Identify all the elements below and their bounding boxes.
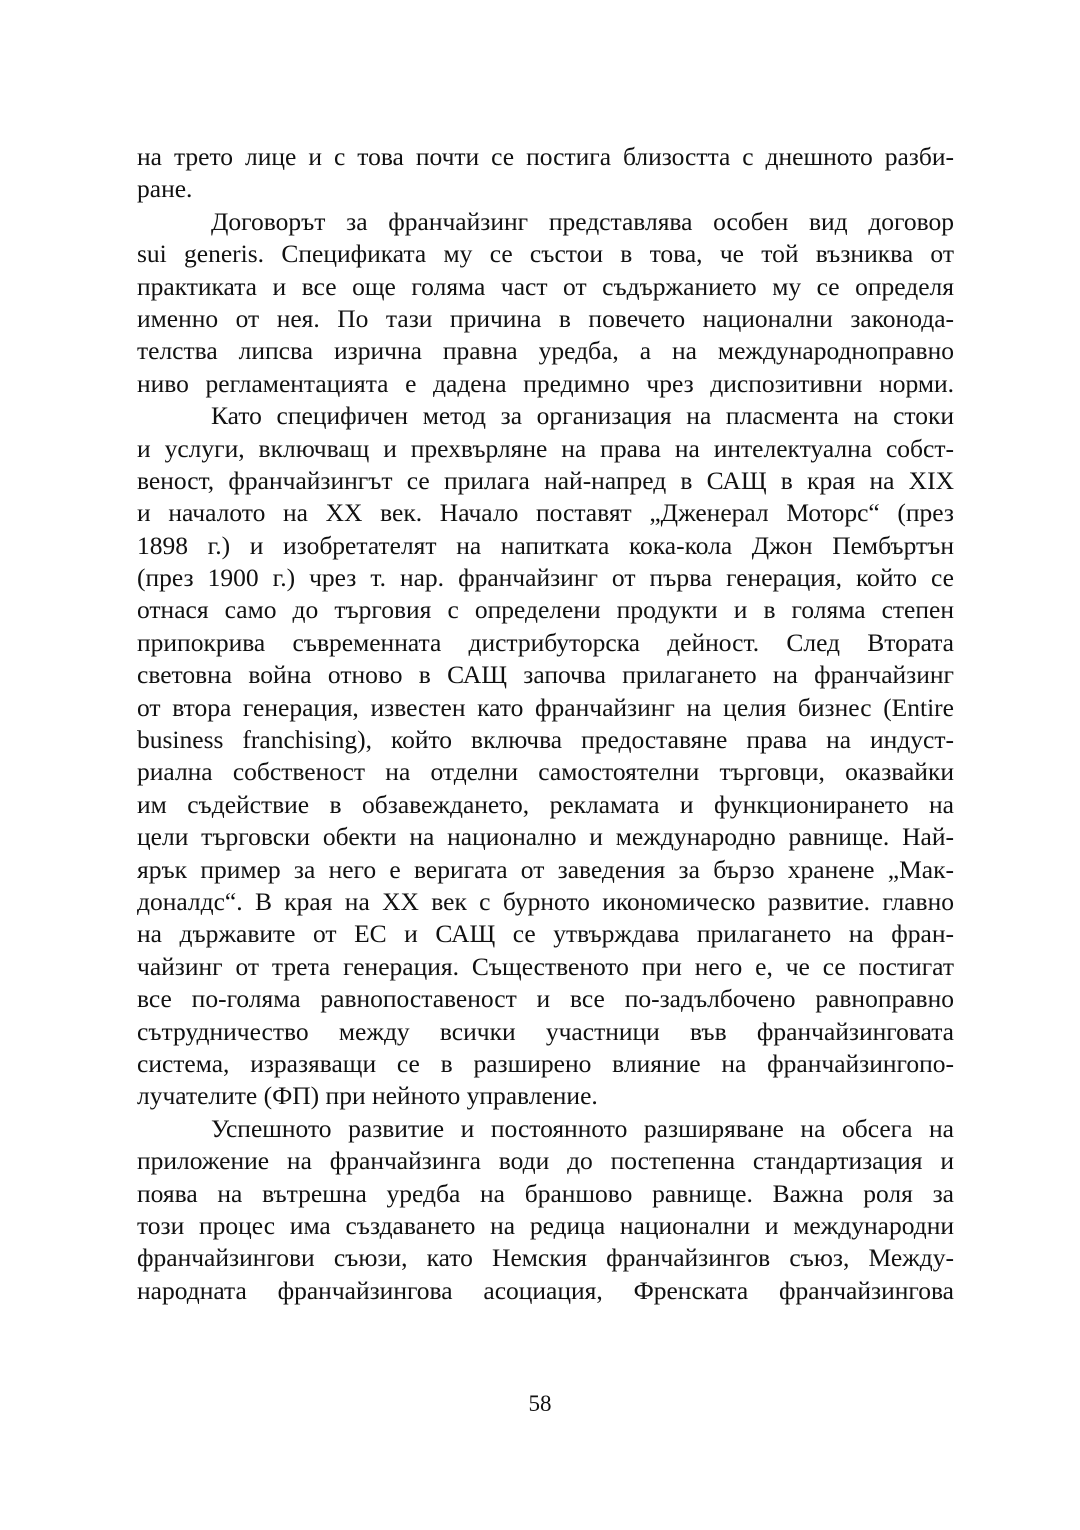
text-line: на държавите от ЕС и САЩ се утвърждава прилагането на фран- <box>137 919 954 949</box>
text-line: все по-голяма равнопоставеност и все по-задълбочено равноправно <box>137 984 954 1014</box>
text-line: сътрудничество между всички участници във франчайзинговата <box>137 1016 954 1046</box>
text-line: франчайзингови съюзи, като Немския франчайзингов съюз, Между- <box>137 1243 954 1273</box>
text-line: от втора генерация, известен като франчайзинг на целия бизнес (Entire <box>137 692 954 722</box>
text-line: приложение на франчайзинга води до постепенна стандартизация и <box>137 1146 954 1176</box>
text-line: ярък пример за него е веригата от заведения за бързо хранене „Мак- <box>137 854 954 884</box>
text-line: веност, франчайзингът се прилага най-напред в САЩ в края на XIX <box>137 465 954 495</box>
text-line: отнася само до търговия с определени продукти и в голяма степен <box>137 595 954 625</box>
text-line: този процес има създаването на редица национални и международни <box>137 1210 954 1240</box>
text-line: цели търговски обекти на национално и международно равнище. Най- <box>137 822 954 852</box>
text-line: доналдс“. В края на XX век с бурното икономическо развитие. главно <box>137 886 954 916</box>
text-line: риална собственост на отделни самостоятелни търговци, оказвайки <box>137 757 954 787</box>
text-line: 1898 г.) и изобретателят на напитката кока-кола Джон Пембъртън <box>137 530 954 560</box>
text-line: Договорът за франчайзинг представлява особен вид договор <box>211 206 954 236</box>
text-line: business franchising), който включва предоставяне права на индуст- <box>137 725 954 755</box>
body-text <box>137 141 954 1307</box>
text-line: Успешното развитие и постоянното разширяване на обсега на <box>211 1113 954 1143</box>
text-line: и услуги, включващ и прехвърляне на права на интелектуална собст- <box>137 433 954 463</box>
text-line: чайзинг от трета генерация. Същественото при него е, че се постигат <box>137 951 954 981</box>
text-line: (през 1900 г.) чрез т. нар. франчайзинг от първа генерация, който се <box>137 563 954 593</box>
text-line: лучателите (ФП) при нейното управление. <box>137 1081 598 1111</box>
text-line: именно от нея. По тази причина в повечето национални законода- <box>137 303 954 333</box>
text-line: система, изразяващи се в разширено влияние на франчайзингопо- <box>137 1048 954 1078</box>
text-line: народната франчайзингова асоциация, Френската франчайзингова <box>137 1275 954 1305</box>
text-line: поява на вътрешна уредба на браншово равнище. Важна роля за <box>137 1178 954 1208</box>
text-line: припокрива съвременната дистрибуторска дейност. След Втората <box>137 627 954 657</box>
text-line: практиката и все още голяма част от съдържанието му се определя <box>137 271 954 301</box>
text-line: ране. <box>137 174 193 204</box>
text-line: телства липсва изрична правна уредба, а на международноправно <box>137 336 954 366</box>
text-line: и началото на XX век. Начало поставят „Дженерал Моторс“ (през <box>137 498 954 528</box>
text-line: световна война отново в САЩ започва прилагането на франчайзинг <box>137 660 954 690</box>
text-line: sui generis. Спецификата му се състои в това, че той възниква от <box>137 239 954 269</box>
text-line: на трето лице и с това почти се постига близостта с днешното разби- <box>137 142 954 171</box>
page-number: 58 <box>528 1391 552 1416</box>
text-line: им съдействие в обзавеждането, рекламата и функционирането на <box>137 789 954 819</box>
text-line: ниво регламентацията е дадена предимно чрез диспозитивни норми. <box>137 368 954 398</box>
text-line: Като специфичен метод за организация на пласмента на стоки <box>211 401 954 431</box>
